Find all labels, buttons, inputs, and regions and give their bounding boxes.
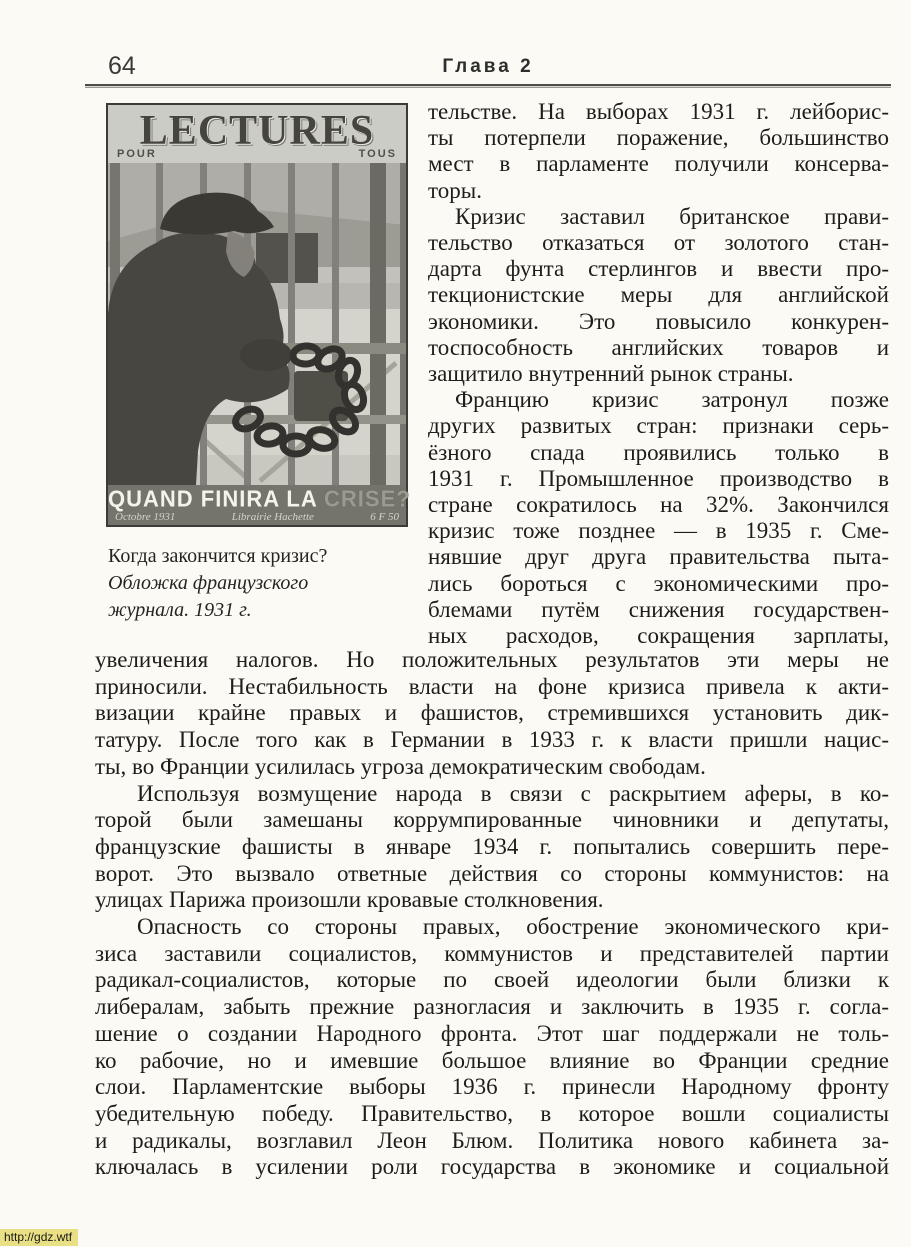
text-line: защитило внутренний рынок страны. [428,361,794,387]
magazine-cover-figure [106,103,411,527]
text-line: улицах Парижа произошли кровавые столкновения. [95,887,604,913]
text-line: лись бороться с экономическими про- [428,570,889,596]
text-line: Опасность со стороны правых, обострение экономического кри- [137,914,889,940]
magazine-title-band [108,485,411,525]
page-number: 64 [108,52,136,80]
text-line: дарта фунта стерлингов и ввести про- [428,256,889,282]
header-rule [85,84,891,88]
text-line: слои. Парламентские выборы 1936 г. принесли Народному фронту [95,1074,889,1100]
text-line: тельство отказаться от золотого стан- [428,230,889,256]
magazine-headline [108,485,411,512]
text-line: блемами путём снижения государствен- [428,596,889,622]
text-line: Кризис заставил британское прави- [455,203,889,229]
text-line: нявшие друг друга правительства пыта- [428,544,889,570]
body-column-right [428,99,889,649]
text-line: убедительную победу. Правительство, в которое вошли социалисты [95,1100,889,1126]
text-line: мест в парламенте получили консерва- [428,151,889,177]
text-line: татуру. После того как в Германии в 1933 г. к власти пришли нацис- [95,727,889,753]
text-line: французские фашисты в январе 1934 г. попытались совершить пере- [95,833,889,859]
chapter-title: Глава 2 [442,56,534,77]
masthead-tous-label: TOUS [358,148,397,160]
text-line: экономики. Это повысило конкурен- [428,308,889,334]
text-line: визации крайне правых и фашистов, стремившихся установить дик- [95,700,889,726]
watermark-url: http://gdz.wtf [0,1229,78,1246]
text-line: тоспособность английских товаров и [428,334,889,360]
man-arm [240,339,292,371]
caption-line: Обложка французского [108,572,309,594]
headline-accent: CRISE? [324,485,411,512]
caption-line: журнала. 1931 г. [108,599,252,621]
magazine-masthead [108,105,406,163]
text-line: ключалась в усилении роли государства в экономике и социальной [95,1154,889,1180]
text-line: текционистские меры для английской [428,282,889,308]
text-line: ворот. Это вызвало ответные действия со стороны коммунистов: на [95,860,889,886]
magazine-publisher: Librairie Hachette [231,511,314,523]
text-line: ёзного спада проявились только в [428,439,889,465]
text-line: радикал-социалистов, которые по своей идеологии были близки к [95,967,889,993]
headline-main: QUAND FINIRA LA [108,485,325,512]
text-line: ты потерпели поражение, большинство [428,125,889,151]
text-line: ных расходов, сокращения зарплаты, [428,623,889,649]
text-line: 1931 г. Промышленное производство в [428,465,889,491]
magazine-footer [108,511,406,523]
text-line: приносили. Нестабильность власти на фоне кризиса привела к акти- [95,673,889,699]
text-line: торой были замешаны коррумпированные чиновники и депутаты, [95,807,889,833]
text-line: ко рабочие, но и имевшие большое влияние во Франции средние [95,1047,889,1073]
text-line: Францию кризис затронул позже [455,387,889,413]
figure-caption [108,543,408,624]
text-line: торы. [428,177,482,203]
text-line: зиса заставили социалистов, коммунистов и представителей партии [95,940,889,966]
text-line: ты, во Франции усилилась угроза демократическим свободам. [95,753,706,779]
masthead-pour-label: POUR [117,148,157,160]
magazine-price: 6 F 50 [370,511,399,523]
text-line: увеличения налогов. Но положительных результатов эти меры не [95,647,889,672]
magazine-photo-illustration [108,163,406,485]
text-line: либералам, забыть прежние разногласия и заключить в 1935 г. согла- [95,994,889,1020]
magazine-date: Octobre 1931 [115,511,176,523]
text-line: стране сократилось на 32%. Закончился [428,492,889,518]
masthead-title: LECTURES [139,108,375,154]
caption-line: Когда закончится кризис? [108,545,328,567]
text-line: кризис тоже позднее — в 1935 г. Сме- [428,518,889,544]
body-full-width [95,647,889,1181]
text-line: и радикалы, возглавил Леон Блюм. Политика нового кабинета за- [95,1127,889,1153]
text-line: Используя возмущение народа в связи с раскрытием аферы, в ко- [137,780,889,806]
text-line: тельстве. На выборах 1931 г. лейборис- [428,99,889,124]
text-line: шение о создании Народного фронта. Этот шаг поддержали не толь- [95,1020,889,1046]
text-line: других развитых стран: признаки серь- [428,413,889,439]
